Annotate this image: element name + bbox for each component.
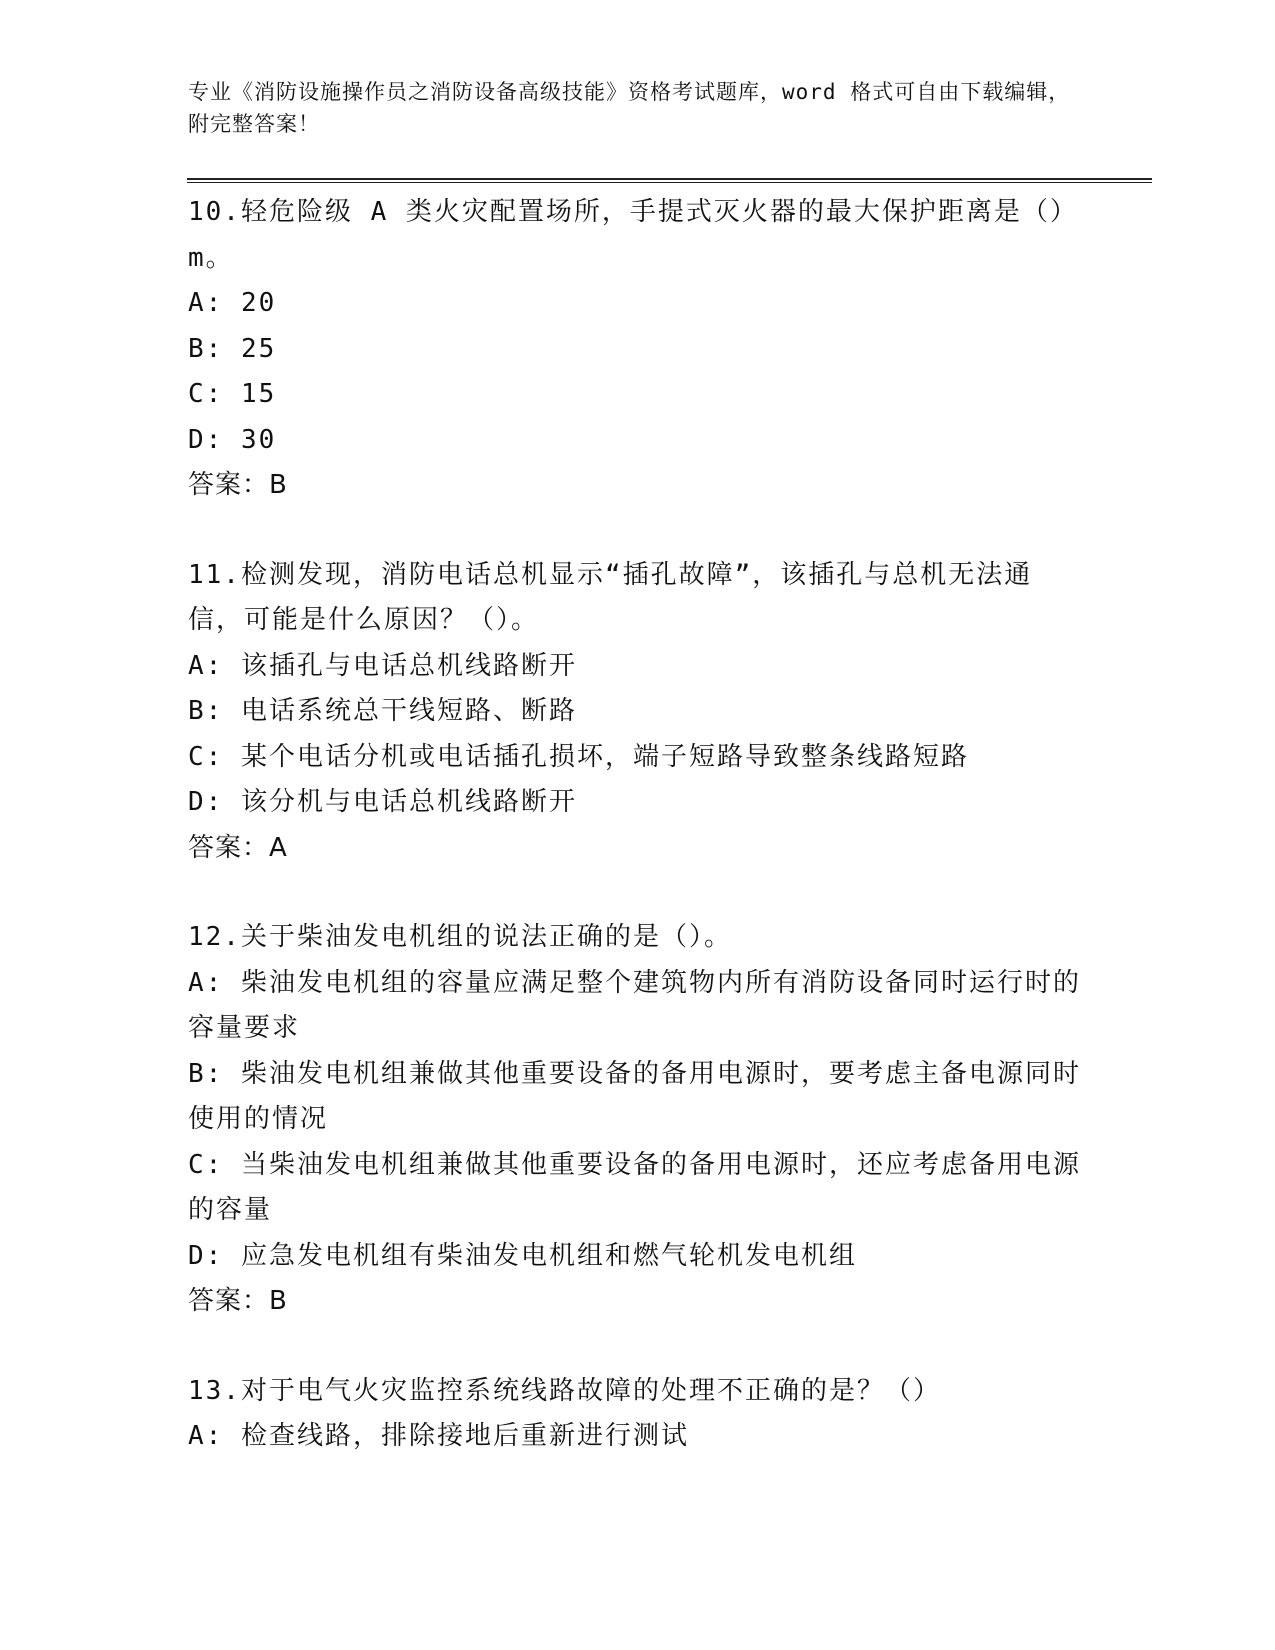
option-d: D: 30 — [188, 424, 277, 455]
header-title: 专业《消防设施操作员之消防设备高级技能》资格考试题库，word 格式可自由下载编辑，附完整答案！ — [188, 80, 1071, 136]
question-stem: 11.检测发现，消防电话总机显示“插孔故障”，该插孔与总机无法通信，可能是什么原因？（）。 — [188, 559, 1033, 635]
answer-label: 答案：A — [188, 832, 288, 863]
option-a: A: 该插孔与电话总机线路断开 — [188, 650, 577, 681]
question-12 — [188, 915, 1088, 1325]
question-11 — [188, 553, 1088, 872]
question-10 — [188, 190, 1088, 509]
answer-label: 答案：B — [188, 470, 288, 500]
option-b: B: 25 — [188, 333, 277, 364]
question-list — [188, 190, 1088, 1504]
option-a: A: 柴油发电机组的容量应满足整个建筑物内所有消防设备同时运行时的容量要求 — [188, 967, 1081, 1043]
option-b: B: 电话系统总干线短路、断路 — [188, 696, 577, 726]
option-c: C: 当柴油发电机组兼做其他重要设备的备用电源时，还应考虑备用电源的容量 — [188, 1149, 1081, 1225]
option-c: C: 某个电话分机或电话插孔损坏，端子短路导致整条线路短路 — [188, 741, 969, 772]
question-stem: 10.轻危险级 A 类火灾配置场所，手提式灭火器的最大保护距离是（）m。 — [188, 197, 1078, 273]
question-13 — [188, 1369, 1088, 1460]
answer-label: 答案：B — [188, 1286, 288, 1316]
document-header — [188, 76, 1078, 140]
option-a: A: 20 — [188, 288, 277, 318]
option-a: A: 检查线路，排除接地后重新进行测试 — [188, 1421, 689, 1451]
option-d: D: 应急发电机组有柴油发电机组和燃气轮机发电机组 — [188, 1240, 857, 1271]
question-stem: 13.对于电气火灾监控系统线路故障的处理不正确的是？（） — [188, 1375, 941, 1406]
option-c: C: 15 — [188, 379, 277, 409]
option-b: B: 柴油发电机组兼做其他重要设备的备用电源时，要考虑主备电源同时使用的情况 — [188, 1058, 1081, 1134]
header-divider — [187, 178, 1152, 183]
question-stem: 12.关于柴油发电机组的说法正确的是（）。 — [188, 922, 732, 952]
option-d: D: 该分机与电话总机线路断开 — [188, 787, 577, 817]
